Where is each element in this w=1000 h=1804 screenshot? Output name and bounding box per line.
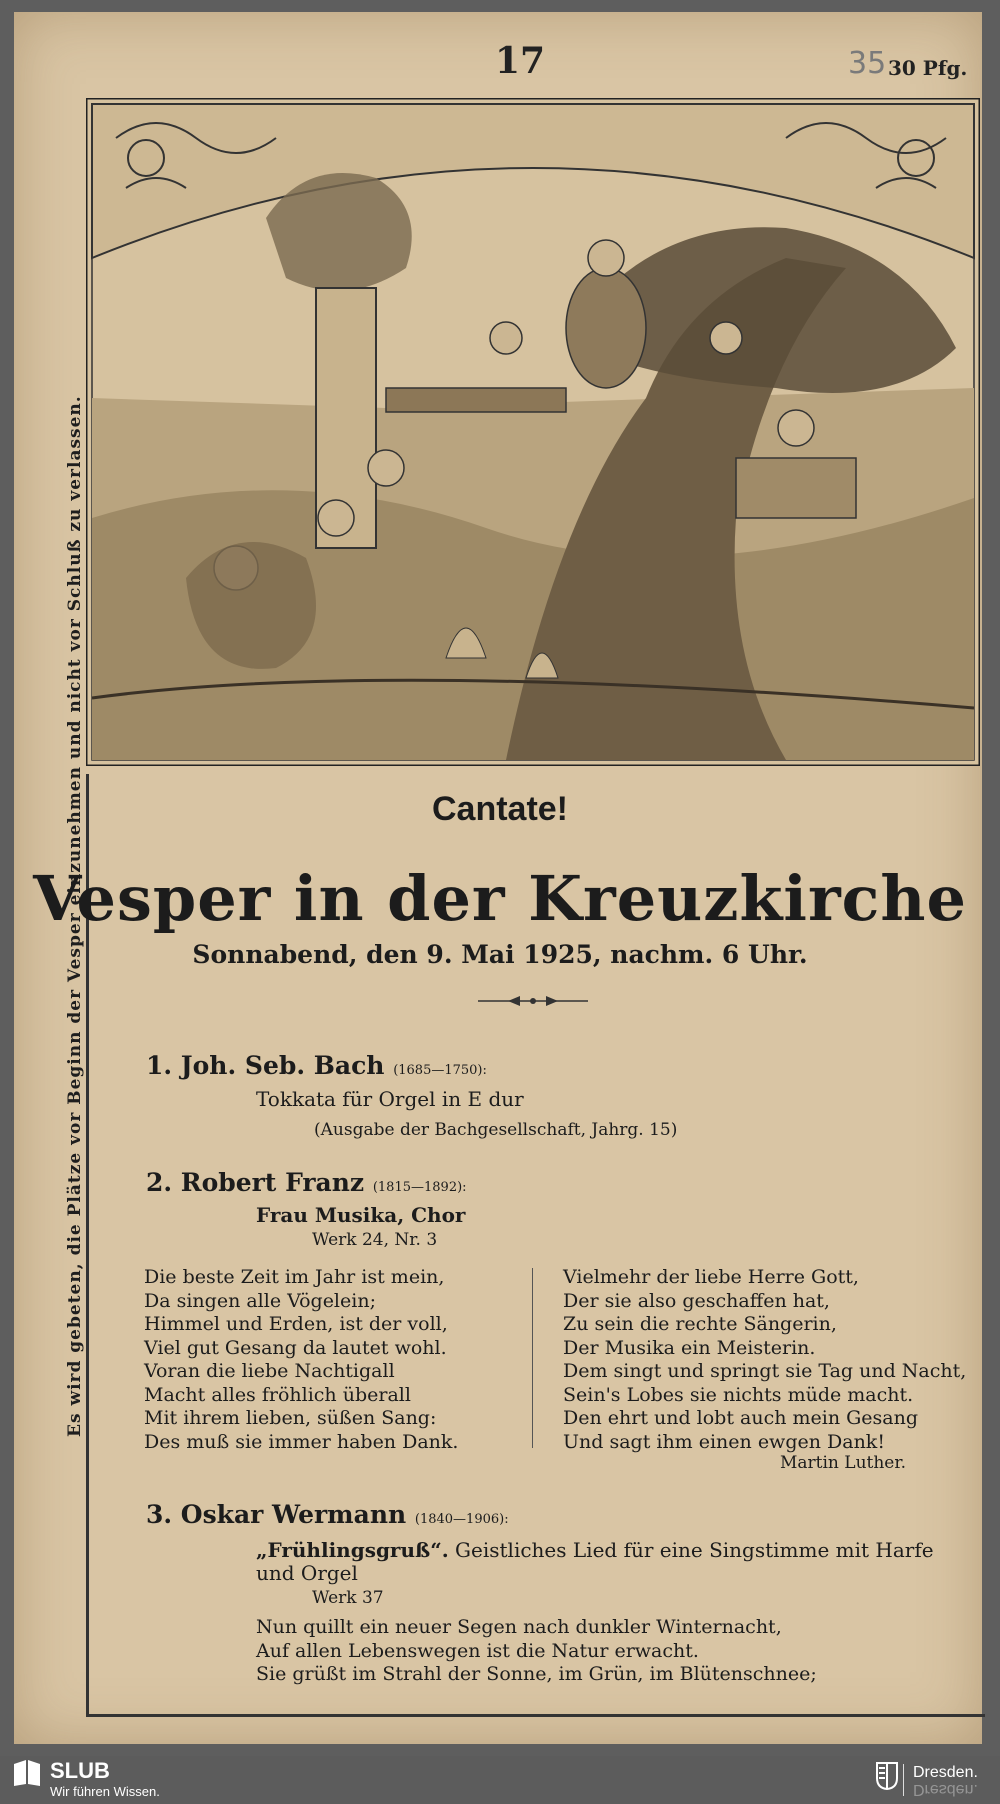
poem-left-column: [144, 1266, 458, 1454]
program-3-years: (1840—1906):: [414, 1512, 509, 1527]
poem-line: Dem singt und springt sie Tag und Nacht,: [563, 1360, 967, 1382]
program-3-text: [256, 1616, 817, 1687]
poem-line: Voran die liebe Nachtigall: [144, 1360, 395, 1382]
side-note: Es wird gebeten, die Plätze vor Beginn der Vesper einzunehmen und nicht vor Schluß zu verlassen.: [65, 395, 85, 1437]
poem-line: Mit ihrem lieben, süßen Sang:: [144, 1407, 437, 1429]
poem-line: Den ehrt und lobt auch mein Gesang: [563, 1407, 919, 1429]
poem-line: Die beste Zeit im Jahr ist mein,: [144, 1266, 445, 1288]
event-date: Sonnabend, den 9. Mai 1925, nachm. 6 Uhr.: [192, 940, 808, 969]
cantate-heading: Cantate!: [431, 790, 569, 828]
slub-tagline: Wir führen Wissen.: [50, 1784, 160, 1799]
pencil-mark: 35: [848, 46, 887, 81]
program-1-years: (1685—1750):: [393, 1063, 487, 1078]
poem-line: Viel gut Gesang da lautet wohl.: [144, 1336, 447, 1359]
program-1-work: Tokkata für Orgel in E dur: [256, 1087, 524, 1111]
poem-line: Vielmehr der liebe Herre Gott,: [563, 1266, 859, 1288]
program-3-composer: 3. Oskar Wermann (1840—1906):: [146, 1500, 509, 1529]
poem-line: Da singen alle Vögelein;: [144, 1289, 376, 1312]
poem-line: Und sagt ihm einen ewgen Dank!: [563, 1430, 885, 1453]
program-2-opus: Werk 24, Nr. 3: [312, 1230, 438, 1250]
poem-line: Der Musika ein Meisterin.: [563, 1336, 816, 1359]
program-3-work-cont: und Orgel: [256, 1561, 358, 1585]
poem-author: Martin Luther.: [780, 1453, 907, 1473]
dresden-logo-reflection: Dresden.: [913, 1781, 978, 1798]
page-title: Vesper in der Kreuzkirche: [33, 862, 967, 935]
poem-line: Macht alles fröhlich überall: [144, 1383, 411, 1406]
program-3-work: „Frühlingsgruß“. Geistliches Lied für eine Singstimme mit Harfe: [256, 1538, 934, 1562]
dresden-logo-text: Dresden.: [913, 1764, 978, 1781]
program-2-work: Frau Musika, Chor: [256, 1203, 466, 1227]
poem-line: Der sie also geschaffen hat,: [563, 1289, 830, 1312]
ornament-divider: [478, 994, 588, 1008]
dresden-crest-icon: [876, 1762, 898, 1790]
program-2-composer: 2. Robert Franz (1815—1892):: [146, 1168, 467, 1197]
poem-divider: [532, 1268, 533, 1448]
poem-line: Himmel und Erden, ist der voll,: [144, 1313, 448, 1335]
program-1-note: (Ausgabe der Bachgesellschaft, Jahrg. 15): [314, 1120, 678, 1140]
poem-right-column: [563, 1266, 966, 1454]
footer-separator: [903, 1764, 904, 1796]
poem-line: Zu sein die rechte Sängerin,: [563, 1313, 837, 1335]
program-3-opus: Werk 37: [312, 1588, 384, 1608]
song-line: Nun quillt ein neuer Segen nach dunkler Winternacht,: [256, 1616, 782, 1638]
song-line: Sie grüßt im Strahl der Sonne, im Grün, im Blütenschnee;: [256, 1663, 817, 1685]
poem-line: Sein's Lobes sie nichts müde macht.: [563, 1383, 914, 1406]
slub-book-icon: [12, 1758, 42, 1788]
slub-logo-text: SLUB: [50, 1758, 110, 1783]
program-1-composer: 1. Joh. Seb. Bach (1685—1750):: [146, 1051, 487, 1080]
poem-line: Des muß sie immer haben Dank.: [144, 1430, 459, 1453]
song-line: Auf allen Lebenswegen ist die Natur erwacht.: [256, 1639, 699, 1662]
program-2-years: (1815—1892):: [372, 1180, 467, 1195]
woodcut-illustration: [86, 98, 980, 766]
price: 30 Pfg.: [888, 56, 968, 80]
page-number: 17: [495, 40, 546, 82]
